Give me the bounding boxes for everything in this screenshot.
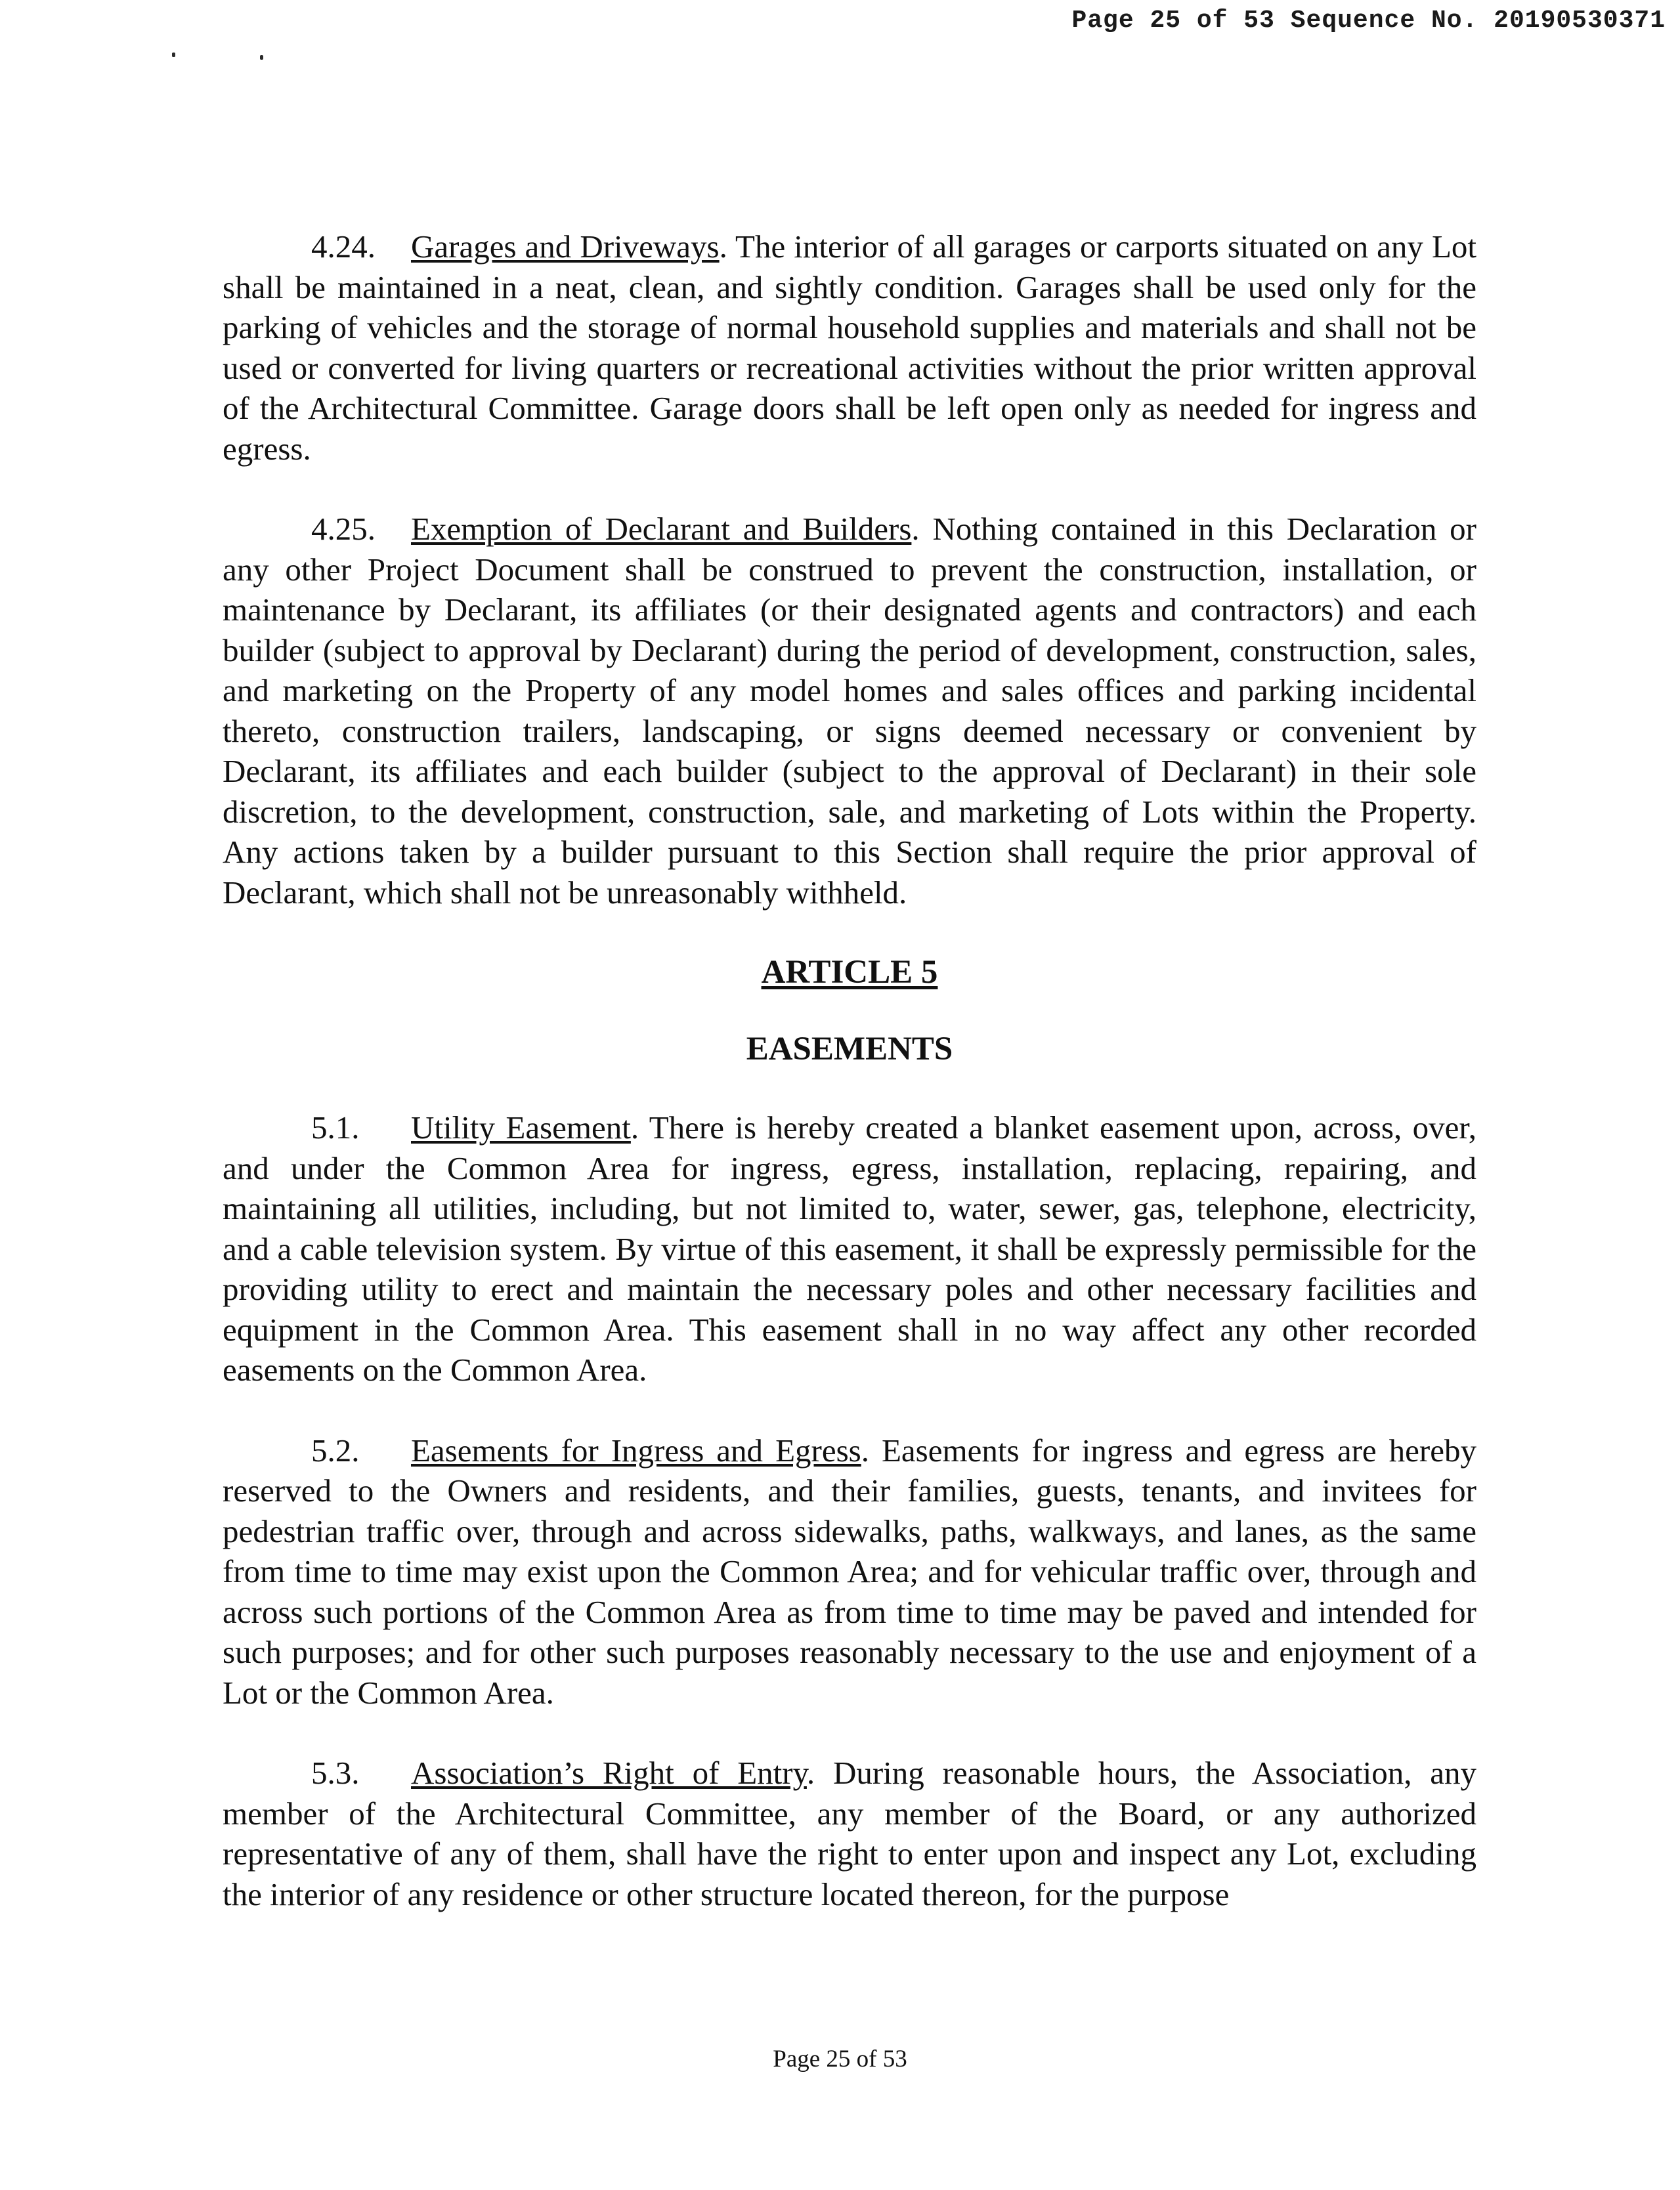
section-heading: Utility Easement [411, 1109, 631, 1146]
document-body [223, 226, 1476, 1914]
page-number-footer: Page 25 of 53 [773, 2046, 907, 2072]
section-heading: Easements for Ingress and Egress [411, 1432, 861, 1469]
scan-speck-2 [260, 55, 263, 60]
scan-speck-1 [172, 53, 175, 57]
section-number: 5.3. [311, 1755, 360, 1791]
section-number: 4.25. [311, 511, 376, 547]
section-text: . Nothing contained in this Declaration or any other Project Document shall be construed to prevent the construction, installation, or maintenance by Declarant, its affiliates (or their designated agents and contractors) and each builder (subject to approval by Declarant) during the period of development, construction, sales, and marketing on the Property of any model homes and sales offices and parking incidental thereto, construction trailers, landscaping, or signs deemed necessary or convenient by Declarant, its affiliates and each builder (subject to the approval of Declarant) in their sole discretion, to the development, construction, sale, and marketing of Lots within the Property. Any actions taken by a builder pursuant to this Section shall require the prior approval of Declarant, which shall not be unreasonably withheld. [223, 511, 1476, 911]
article-number: ARTICLE 5 [761, 954, 938, 991]
section-5-3 [223, 1753, 1476, 1914]
section-4-24 [223, 226, 1476, 469]
section-number: 5.2. [311, 1432, 360, 1469]
section-text: . Easements for ingress and egress are hereby reserved to the Owners and residents, and their families, guests, tenants, and invitees for pedestrian traffic over, through and across sidewalks, paths, walkways, and lanes, as the same from time to time may exist upon the Common Area; and for vehicular traffic over, through and across such portions of the Common Area as from time to time may be paved and intended for such purposes; and for other such purposes reasonably necessary to the use and enjoyment of a Lot or the Common Area. [223, 1432, 1476, 1711]
section-5-1 [223, 1107, 1476, 1390]
article-title: EASEMENTS [746, 1030, 953, 1067]
section-number: 5.1. [311, 1109, 360, 1146]
section-text: . The interior of all garages or carports situated on any Lot shall be maintained in a neat, clean, and sightly condition. Garages shall be used only for the parking of vehicles and the storage of normal household supplies and materials and shall not be used or converted for living quarters or recreational activities without the prior written approval of the Architectural Committee. Garage doors shall be left open only as needed for ingress and egress. [223, 228, 1476, 467]
section-number: 4.24. [311, 228, 376, 265]
section-text: . There is hereby created a blanket easement upon, across, over, and under the Common Area for ingress, egress, installation, replacing, repairing, and maintaining all utilities, including, but not limited to, water, sewer, gas, telephone, electricity, and a cable television system. By virtue of this easement, it shall be expressly permissible for the providing utility to erect and maintain the necessary poles and other necessary facilities and equipment in the Common Area. This easement shall in no way affect any other recorded easements on the Common Area. [223, 1109, 1476, 1388]
section-5-2 [223, 1430, 1476, 1713]
section-text: . During reasonable hours, the Association, any member of the Architectural Committee, any member of the Board, or any authorized representative of any of them, shall have the right to enter upon and inspect any Lot, excluding the interior of any residence or other structure located thereon, for the purpose [223, 1755, 1477, 1912]
section-heading: Association’s Right of Entry [411, 1755, 807, 1791]
section-4-25 [223, 509, 1476, 912]
section-heading: Exemption of Declarant and Builders [411, 511, 912, 547]
section-heading: Garages and Driveways [411, 228, 720, 265]
recording-stamp: Page 25 of 53 Sequence No. 20190530371 [1071, 7, 1666, 35]
